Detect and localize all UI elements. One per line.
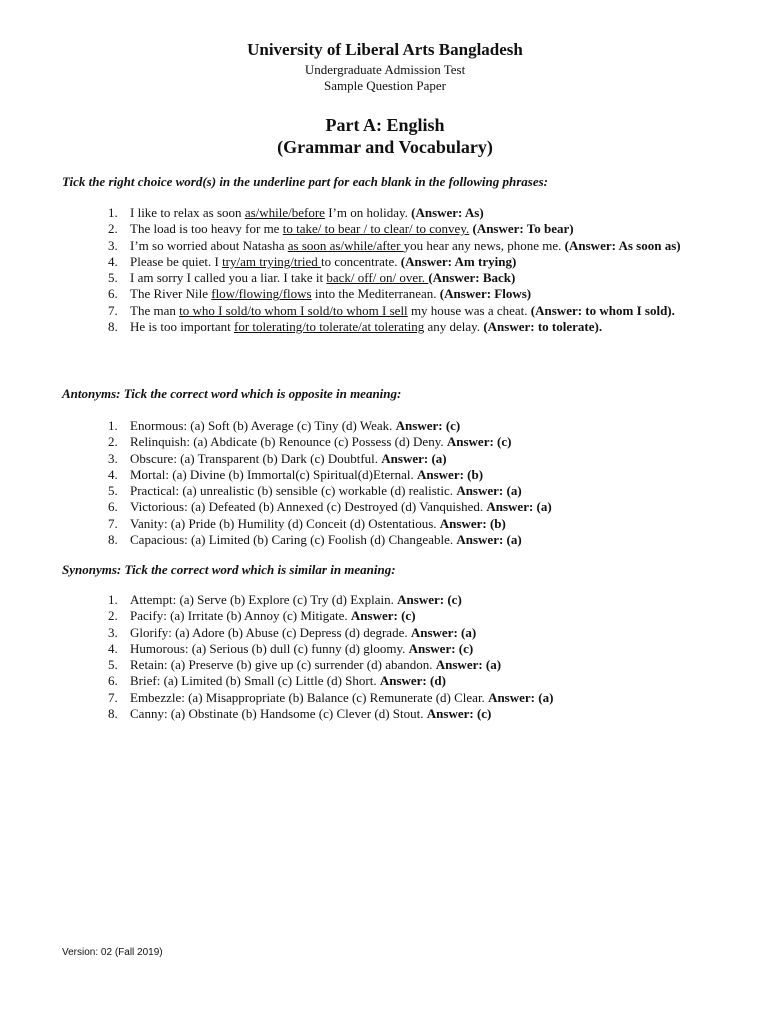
answer: Answer: (a): [456, 532, 522, 548]
answer: Answer: (a): [486, 499, 552, 515]
list-item: 7. The man to who I sold/to whom I sold/to whom I sell my house was a cheat. (Answer: to whom I sold).: [108, 302, 675, 318]
answer: Answer: (c): [408, 640, 474, 656]
list-item: 4. Please be quiet. I try/am trying/tried to concentrate. (Answer: Am trying): [108, 253, 517, 269]
list-item: 6. Victorious: (a) Defeated (b) Annexed (c) Destroyed (d) Vanquished. Answer: (a): [108, 499, 552, 515]
list-item: 3. Obscure: (a) Transparent (b) Dark (c) Doubtful. Answer: (a): [108, 450, 447, 466]
university-title: University of Liberal Arts Bangladesh: [247, 40, 523, 59]
part-subtitle: (Grammar and Vocabulary): [277, 137, 493, 157]
answer: Answer: (b): [439, 515, 506, 531]
list-item: 1. Attempt: (a) Serve (b) Explore (c) Try (d) Explain. Answer: (c): [108, 592, 462, 607]
answer: Answer: (a): [410, 624, 477, 640]
answer: (Answer: Am trying): [400, 253, 517, 269]
list-item: 5. Retain: (a) Preserve (b) give up (c) surrender (d) abandon. Answer: (a): [108, 657, 502, 673]
paper-subtitle: Sample Question Paper: [323, 78, 447, 93]
list-item: 5. Practical: (a) unrealistic (b) sensible (c) workable (d) realistic. Answer: (a): [108, 483, 522, 499]
answer: Answer: (d): [379, 673, 446, 689]
answer: Answer: (a): [381, 450, 447, 466]
antonyms-list: [62, 418, 712, 548]
list-item: 6. Brief: (a) Limited (b) Small (c) Little (d) Short. Answer: (d): [108, 673, 446, 689]
test-subtitle: Undergraduate Admission Test: [304, 62, 466, 77]
list-item: 8. He is too important for tolerating/to tolerate/at tolerating any delay. (Answer: to tolerate).: [108, 319, 603, 335]
list-item: 3. Glorify: (a) Adore (b) Abuse (c) Depress (d) degrade. Answer: (a): [108, 624, 477, 640]
answer: Answer: (a): [456, 483, 522, 499]
antonyms-instruction: Antonyms: Tick the correct word which is opposite in meaning:: [62, 386, 402, 401]
list-item: 4. Mortal: (a) Divine (b) Immortal(c) Spiritual(d)Eternal. Answer: (b): [108, 466, 484, 482]
list-item: 4. Humorous: (a) Serious (b) dull (c) funny (d) gloomy. Answer: (c): [108, 640, 474, 656]
answer: Answer: (c): [397, 592, 462, 607]
answer: Answer: (c): [446, 434, 512, 450]
version-footer: Version: 02 (Fall 2019): [62, 947, 163, 958]
list-item: 6. The River Nile flow/flowing/flows into the Mediterranean. (Answer: Flows): [108, 286, 532, 302]
list-item: 2. Pacify: (a) Irritate (b) Annoy (c) Mitigate. Answer: (c): [108, 608, 416, 624]
list-item: 8. Capacious: (a) Limited (b) Caring (c) Foolish (d) Changeable. Answer: (a): [108, 532, 522, 548]
answer: (Answer: Back): [428, 270, 516, 286]
list-item: 7. Embezzle: (a) Misappropriate (b) Balance (c) Remunerate (d) Clear. Answer: (a): [108, 689, 554, 705]
grammar-list: [62, 205, 712, 335]
answer: (Answer: to tolerate).: [483, 319, 603, 335]
answer: Answer: (a): [435, 657, 502, 673]
answer: Answer: (c): [395, 418, 461, 433]
answer: Answer: (c): [426, 706, 492, 722]
list-item: 1. I like to relax as soon as/while/before I’m on holiday. (Answer: As): [108, 205, 484, 220]
list-item: 2. The load is too heavy for me to take/ to bear / to clear/ to convey. (Answer: To bear): [108, 221, 574, 237]
list-item: 2. Relinquish: (a) Abdicate (b) Renounce (c) Possess (d) Deny. Answer: (c): [108, 434, 512, 450]
answer: Answer: (b): [416, 466, 484, 482]
answer: Answer: (c): [350, 608, 416, 624]
list-item: 8. Canny: (a) Obstinate (b) Handsome (c) Clever (d) Stout. Answer: (c): [108, 706, 492, 722]
answer: (Answer: Flows): [439, 286, 532, 302]
list-item: 7. Vanity: (a) Pride (b) Humility (d) Conceit (d) Ostentatious. Answer: (b): [108, 515, 506, 531]
list-item: 5. I am sorry I called you a liar. I take it back/ off/ on/ over. (Answer: Back): [108, 270, 516, 286]
answer: (Answer: As): [411, 205, 484, 220]
answer: Answer: (a): [488, 689, 554, 705]
answer: (Answer: As soon as): [564, 237, 681, 253]
list-item: 1. Enormous: (a) Soft (b) Average (c) Tiny (d) Weak. Answer: (c): [108, 418, 461, 433]
answer: (Answer: To bear): [472, 221, 574, 237]
part-title: Part A: English: [325, 115, 445, 135]
grammar-instruction: Tick the right choice word(s) in the underline part for each blank in the following phrases:: [62, 174, 548, 189]
answer: (Answer: to whom I sold).: [530, 302, 675, 318]
list-item: 3. I’m so worried about Natasha as soon as/while/after you hear any news, phone me. (Answer: As soon as): [108, 237, 681, 253]
synonyms-list: [62, 592, 712, 722]
synonyms-instruction: Synonyms: Tick the correct word which is similar in meaning:: [62, 562, 396, 577]
